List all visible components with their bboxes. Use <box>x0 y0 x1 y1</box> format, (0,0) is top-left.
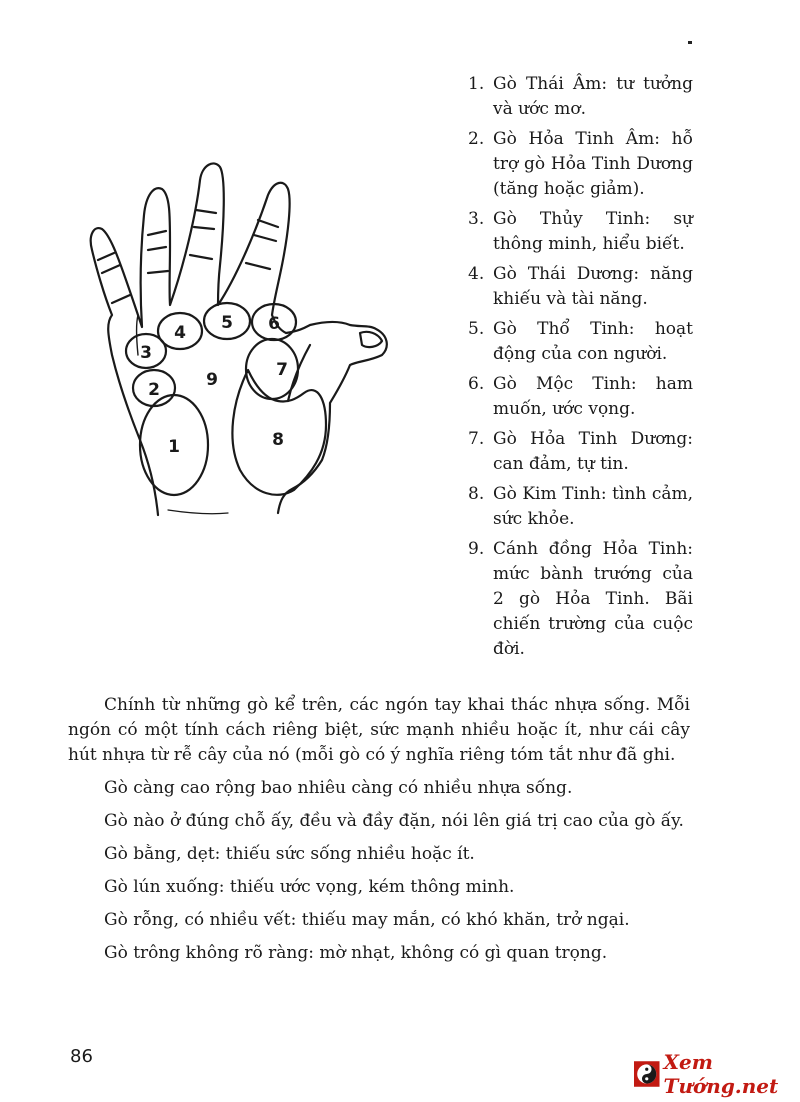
paragraph: Gò trông không rõ ràng: mờ nhạt, không có gì quan trọng. <box>104 943 608 963</box>
legend-number: 5. <box>468 319 485 339</box>
wrist-line <box>168 510 228 514</box>
legend-number: 6. <box>468 374 485 394</box>
legend-number: 2. <box>468 129 485 149</box>
legend-item <box>468 317 693 367</box>
mount-label-5: 5 <box>221 313 233 333</box>
page-number: 86 <box>70 1046 93 1067</box>
legend-text: Gò Hỏa Tinh Âm: hỗ trợ gò Hỏa Tinh Dương (tăng hoặc giảm). <box>493 129 693 199</box>
legend-number: 4. <box>468 264 485 284</box>
palm-mounts-diagram <box>78 155 418 525</box>
mount-label-1: 1 <box>168 437 180 457</box>
legend-text: Gò Kim Tinh: tình cảm, sức khỏe. <box>493 484 693 529</box>
mount-label-6: 6 <box>268 314 280 334</box>
legend-number: 8. <box>468 484 485 504</box>
mount-label-9: 9 <box>206 370 218 390</box>
legend-item <box>468 537 693 662</box>
finger-crease <box>148 231 168 273</box>
logo-text: Xem Tướng.net <box>663 1050 779 1098</box>
legend-item <box>468 482 693 532</box>
mount-label-8: 8 <box>272 430 284 450</box>
paragraph: Gò nào ở đúng chỗ ấy, đều và đầy đặn, nói lên giá trị cao của gò ấy. <box>104 811 684 831</box>
legend-text: Cánh đồng Hỏa Tinh: mức bành trướng của 2 gò Hỏa Tinh. Bãi chiến trường của cuộc đời. <box>493 539 693 659</box>
paragraph: Chính từ những gò kể trên, các ngón tay khai thác nhựa sống. Mỗi ngón có một tính cách riêng biệt, sức mạnh nhiều hoặc ít, như cái cây hút nhựa từ rễ cây của nó (mỗi gò có ý nghĩa riêng tóm tắt như đã ghi. <box>68 695 690 765</box>
legend-number: 3. <box>468 209 485 229</box>
ink-speck <box>688 41 692 44</box>
legend-item <box>468 262 693 312</box>
legend-item <box>468 372 693 422</box>
paragraph: Gò bằng, dẹt: thiếu sức sống nhiều hoặc ít. <box>104 844 475 864</box>
finger-crease <box>246 220 278 269</box>
thumb-nail <box>360 332 382 347</box>
mount-label-3: 3 <box>140 343 152 363</box>
legend-number: 9. <box>468 539 485 559</box>
mount-label-7: 7 <box>276 360 288 380</box>
legend-item <box>468 72 693 122</box>
legend-number: 7. <box>468 429 485 449</box>
mounts-legend <box>468 72 693 667</box>
paragraph: Gò rỗng, có nhiều vết: thiếu may mắn, có khó khăn, trở ngại. <box>104 910 630 930</box>
legend-text: Gò Thái Âm: tư tưởng và ước mơ. <box>493 74 693 119</box>
yin-yang-icon <box>634 1058 660 1090</box>
legend-text: Gò Hỏa Tinh Dương: can đảm, tự tin. <box>493 429 693 474</box>
legend-item <box>468 207 693 257</box>
legend-text: Gò Thổ Tinh: hoạt động của con người. <box>493 319 693 364</box>
body-text <box>68 693 690 974</box>
mount-label-4: 4 <box>174 323 186 343</box>
legend-item <box>468 427 693 477</box>
hand-outline <box>91 163 387 515</box>
mount-label-2: 2 <box>148 380 160 400</box>
legend-number: 1. <box>468 74 485 94</box>
site-logo <box>634 1050 800 1098</box>
legend-item <box>468 127 693 202</box>
legend-text: Gò Mộc Tinh: ham muốn, ước vọng. <box>493 374 693 419</box>
paragraph: Gò lún xuống: thiếu ước vọng, kém thông minh. <box>104 877 515 897</box>
legend-text: Gò Thái Dương: năng khiếu và tài năng. <box>493 264 693 309</box>
legend-text: Gò Thủy Tinh: sự thông minh, hiểu biết. <box>493 209 693 254</box>
mount-7-outline <box>246 339 298 399</box>
paragraph: Gò càng cao rộng bao nhiêu càng có nhiều nhựa sống. <box>104 778 573 798</box>
thumb-crease <box>288 345 310 401</box>
